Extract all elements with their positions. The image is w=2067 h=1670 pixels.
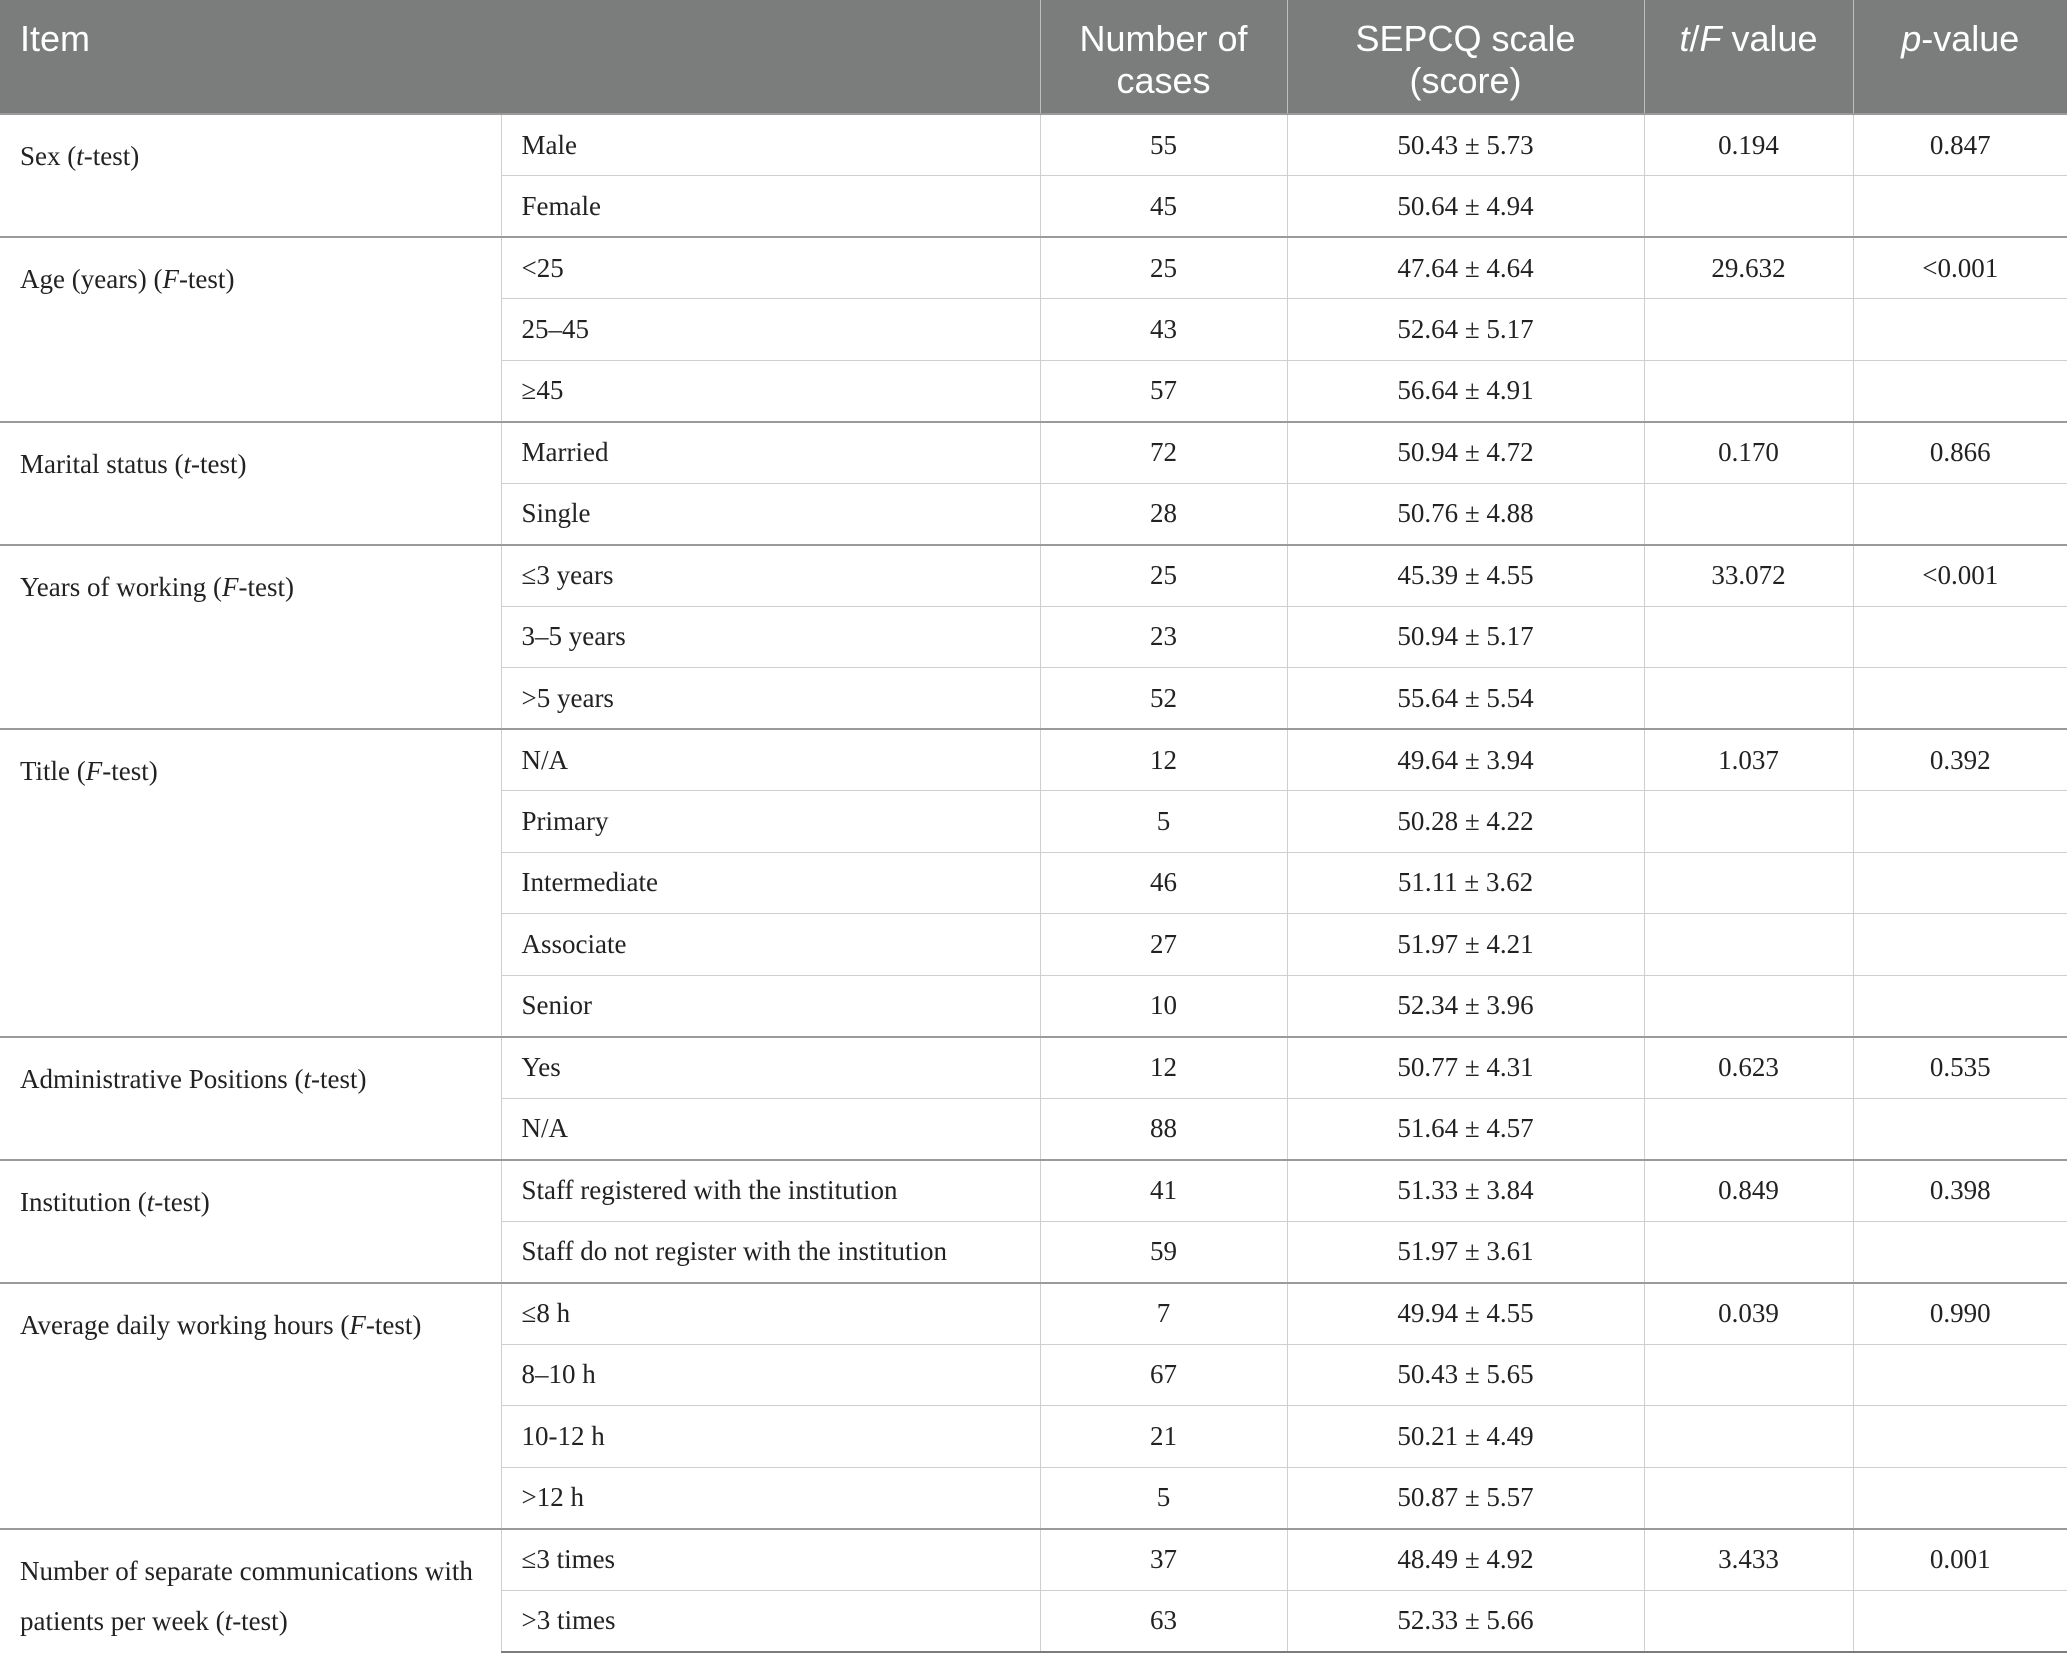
table-row bbox=[0, 1283, 2067, 1345]
header-tf-value bbox=[1644, 0, 1853, 114]
p-value-cell bbox=[1853, 852, 2067, 914]
score-cell: 50.21 ± 4.49 bbox=[1287, 1406, 1644, 1468]
category-cell: Married bbox=[501, 422, 1040, 484]
item-cell: Sex (t-test) bbox=[0, 114, 501, 237]
p-value-cell: <0.001 bbox=[1853, 237, 2067, 299]
category-cell: 25–45 bbox=[501, 299, 1040, 361]
score-cell: 45.39 ± 4.55 bbox=[1287, 545, 1644, 607]
test-suffix: -test bbox=[191, 448, 238, 479]
tf-value-cell: 0.623 bbox=[1644, 1037, 1853, 1099]
score-cell: 51.33 ± 3.84 bbox=[1287, 1160, 1644, 1222]
p-value-cell bbox=[1853, 1590, 2067, 1652]
item-label: Marital status bbox=[20, 448, 168, 479]
header-sepcq-scale: SEPCQ scale (score) bbox=[1287, 0, 1644, 114]
tf-value-cell bbox=[1644, 914, 1853, 976]
tf-value-cell bbox=[1644, 852, 1853, 914]
table-row bbox=[0, 237, 2067, 299]
test-letter: F bbox=[349, 1309, 366, 1340]
cases-cell: 52 bbox=[1040, 668, 1287, 730]
cases-cell: 10 bbox=[1040, 975, 1287, 1037]
item-cell: Age (years) (F-test) bbox=[0, 237, 501, 422]
cases-cell: 46 bbox=[1040, 852, 1287, 914]
tf-value-cell: 1.037 bbox=[1644, 729, 1853, 791]
p-value-cell: 0.535 bbox=[1853, 1037, 2067, 1099]
category-cell: N/A bbox=[501, 1098, 1040, 1160]
p-value-cell: 0.866 bbox=[1853, 422, 2067, 484]
item-cell: Title (F-test) bbox=[0, 729, 501, 1037]
tf-value-cell: 0.039 bbox=[1644, 1283, 1853, 1345]
score-cell: 51.97 ± 3.61 bbox=[1287, 1221, 1644, 1283]
category-cell: Senior bbox=[501, 975, 1040, 1037]
category-cell: Male bbox=[501, 114, 1040, 176]
cases-cell: 59 bbox=[1040, 1221, 1287, 1283]
tf-value-cell: 0.849 bbox=[1644, 1160, 1853, 1222]
cases-cell: 67 bbox=[1040, 1344, 1287, 1406]
tf-value-cell bbox=[1644, 1221, 1853, 1283]
cases-cell: 23 bbox=[1040, 606, 1287, 668]
category-cell: Yes bbox=[501, 1037, 1040, 1099]
table-row bbox=[0, 1529, 2067, 1591]
cases-cell: 45 bbox=[1040, 176, 1287, 238]
item-label: Institution bbox=[20, 1186, 132, 1217]
tf-slash: / bbox=[1689, 18, 1700, 59]
item-label: Years of working bbox=[20, 571, 207, 602]
cases-cell: 37 bbox=[1040, 1529, 1287, 1591]
p-letter: p bbox=[1901, 18, 1922, 59]
score-cell: 55.64 ± 5.54 bbox=[1287, 668, 1644, 730]
score-cell: 50.43 ± 5.73 bbox=[1287, 114, 1644, 176]
p-value-cell: 0.392 bbox=[1853, 729, 2067, 791]
category-cell: ≥45 bbox=[501, 360, 1040, 422]
category-cell: Female bbox=[501, 176, 1040, 238]
tf-value-cell bbox=[1644, 975, 1853, 1037]
tf-value-cell bbox=[1644, 1467, 1853, 1529]
test-letter: t bbox=[303, 1063, 312, 1094]
score-cell: 52.34 ± 3.96 bbox=[1287, 975, 1644, 1037]
test-letter: t bbox=[183, 448, 191, 479]
item-label: Sex bbox=[20, 141, 61, 171]
test-letter: t bbox=[146, 1186, 155, 1217]
score-cell: 50.94 ± 4.72 bbox=[1287, 422, 1644, 484]
test-suffix: -test bbox=[102, 756, 149, 786]
category-cell: 8–10 h bbox=[501, 1344, 1040, 1406]
category-cell: Single bbox=[501, 483, 1040, 545]
score-cell: 50.77 ± 4.31 bbox=[1287, 1037, 1644, 1099]
cases-cell: 72 bbox=[1040, 422, 1287, 484]
category-cell: <25 bbox=[501, 237, 1040, 299]
category-cell: Associate bbox=[501, 914, 1040, 976]
p-value-cell bbox=[1853, 606, 2067, 668]
cases-cell: 63 bbox=[1040, 1590, 1287, 1652]
table-row bbox=[0, 114, 2067, 176]
cases-cell: 43 bbox=[1040, 299, 1287, 361]
p-value-cell bbox=[1853, 360, 2067, 422]
p-value-cell bbox=[1853, 176, 2067, 238]
p-value-cell bbox=[1853, 299, 2067, 361]
p-value-cell bbox=[1853, 791, 2067, 853]
score-cell: 50.76 ± 4.88 bbox=[1287, 483, 1644, 545]
category-cell: >5 years bbox=[501, 668, 1040, 730]
score-cell: 50.87 ± 5.57 bbox=[1287, 1467, 1644, 1529]
cases-cell: 21 bbox=[1040, 1406, 1287, 1468]
tf-value-cell: 33.072 bbox=[1644, 545, 1853, 607]
test-suffix: -test bbox=[365, 1309, 413, 1340]
item-label: Title bbox=[20, 756, 71, 786]
header-item: Item bbox=[0, 0, 1040, 114]
item-cell: Marital status (t-test) bbox=[0, 422, 501, 545]
tf-value-cell bbox=[1644, 176, 1853, 238]
item-label: Average daily working hours bbox=[20, 1309, 334, 1340]
cases-cell: 57 bbox=[1040, 360, 1287, 422]
score-cell: 52.64 ± 5.17 bbox=[1287, 299, 1644, 361]
tf-value-cell bbox=[1644, 1344, 1853, 1406]
score-cell: 56.64 ± 4.91 bbox=[1287, 360, 1644, 422]
cases-cell: 25 bbox=[1040, 545, 1287, 607]
table-row bbox=[0, 422, 2067, 484]
cases-cell: 5 bbox=[1040, 1467, 1287, 1529]
tf-f-letter: F bbox=[1699, 18, 1722, 59]
test-suffix: -test bbox=[154, 1186, 201, 1217]
tf-value-cell bbox=[1644, 360, 1853, 422]
test-suffix: -test bbox=[232, 1605, 279, 1636]
score-cell: 50.64 ± 4.94 bbox=[1287, 176, 1644, 238]
cases-cell: 7 bbox=[1040, 1283, 1287, 1345]
test-suffix: -test bbox=[238, 571, 285, 602]
p-value-cell bbox=[1853, 483, 2067, 545]
p-value-label: -value bbox=[1921, 18, 2020, 59]
cases-cell: 12 bbox=[1040, 1037, 1287, 1099]
test-letter: t bbox=[76, 141, 84, 171]
category-cell: ≤8 h bbox=[501, 1283, 1040, 1345]
item-label: Number of separate communications with patients per week bbox=[20, 1555, 473, 1636]
header-p-value bbox=[1853, 0, 2067, 114]
p-value-cell bbox=[1853, 1221, 2067, 1283]
item-label: Age (years) bbox=[20, 264, 147, 294]
score-cell: 51.97 ± 4.21 bbox=[1287, 914, 1644, 976]
category-cell: Staff registered with the institution bbox=[501, 1160, 1040, 1222]
tf-value-cell: 29.632 bbox=[1644, 237, 1853, 299]
category-cell: >3 times bbox=[501, 1590, 1040, 1652]
p-value-cell bbox=[1853, 1344, 2067, 1406]
tf-value-cell: 0.194 bbox=[1644, 114, 1853, 176]
cases-cell: 88 bbox=[1040, 1098, 1287, 1160]
tf-value-cell bbox=[1644, 606, 1853, 668]
cases-cell: 27 bbox=[1040, 914, 1287, 976]
cases-cell: 41 bbox=[1040, 1160, 1287, 1222]
item-cell: Institution (t-test) bbox=[0, 1160, 501, 1283]
p-value-cell bbox=[1853, 1098, 2067, 1160]
score-cell: 50.94 ± 5.17 bbox=[1287, 606, 1644, 668]
score-cell: 47.64 ± 4.64 bbox=[1287, 237, 1644, 299]
score-cell: 51.11 ± 3.62 bbox=[1287, 852, 1644, 914]
p-value-cell bbox=[1853, 668, 2067, 730]
p-value-cell bbox=[1853, 1406, 2067, 1468]
score-cell: 49.64 ± 3.94 bbox=[1287, 729, 1644, 791]
score-cell: 50.43 ± 5.65 bbox=[1287, 1344, 1644, 1406]
category-cell: >12 h bbox=[501, 1467, 1040, 1529]
tf-value-label: value bbox=[1721, 18, 1818, 59]
score-cell: 51.64 ± 4.57 bbox=[1287, 1098, 1644, 1160]
score-cell: 50.28 ± 4.22 bbox=[1287, 791, 1644, 853]
item-cell: Years of working (F-test) bbox=[0, 545, 501, 730]
tf-value-cell bbox=[1644, 791, 1853, 853]
category-cell: Staff do not register with the institution bbox=[501, 1221, 1040, 1283]
p-value-cell bbox=[1853, 975, 2067, 1037]
cases-cell: 12 bbox=[1040, 729, 1287, 791]
test-suffix: -test bbox=[311, 1063, 358, 1094]
tf-value-cell bbox=[1644, 1590, 1853, 1652]
cases-cell: 28 bbox=[1040, 483, 1287, 545]
score-cell: 52.33 ± 5.66 bbox=[1287, 1590, 1644, 1652]
tf-value-cell bbox=[1644, 668, 1853, 730]
tf-value-cell bbox=[1644, 1406, 1853, 1468]
tf-value-cell: 3.433 bbox=[1644, 1529, 1853, 1591]
item-cell: Average daily working hours (F-test) bbox=[0, 1283, 501, 1529]
item-label: Administrative Positions bbox=[20, 1063, 288, 1094]
p-value-cell: 0.001 bbox=[1853, 1529, 2067, 1591]
test-letter: t bbox=[224, 1605, 233, 1636]
table-header bbox=[0, 0, 2067, 114]
p-value-cell bbox=[1853, 1467, 2067, 1529]
p-value-cell: <0.001 bbox=[1853, 545, 2067, 607]
cases-cell: 5 bbox=[1040, 791, 1287, 853]
score-cell: 49.94 ± 4.55 bbox=[1287, 1283, 1644, 1345]
header-number-of-cases: Number of cases bbox=[1040, 0, 1287, 114]
tf-t-letter: t bbox=[1679, 18, 1690, 59]
score-cell: 48.49 ± 4.92 bbox=[1287, 1529, 1644, 1591]
tf-value-cell: 0.170 bbox=[1644, 422, 1853, 484]
p-value-cell bbox=[1853, 914, 2067, 976]
test-suffix: -test bbox=[83, 141, 131, 171]
tf-value-cell bbox=[1644, 299, 1853, 361]
cases-cell: 25 bbox=[1040, 237, 1287, 299]
table-body bbox=[0, 114, 2067, 1652]
category-cell: Primary bbox=[501, 791, 1040, 853]
item-cell: Administrative Positions (t-test) bbox=[0, 1037, 501, 1160]
p-value-cell: 0.990 bbox=[1853, 1283, 2067, 1345]
category-cell: ≤3 years bbox=[501, 545, 1040, 607]
category-cell: 3–5 years bbox=[501, 606, 1040, 668]
table-row bbox=[0, 729, 2067, 791]
tf-value-cell bbox=[1644, 1098, 1853, 1160]
test-letter: F bbox=[222, 571, 239, 602]
p-value-cell: 0.398 bbox=[1853, 1160, 2067, 1222]
test-suffix: -test bbox=[178, 264, 226, 294]
cases-cell: 55 bbox=[1040, 114, 1287, 176]
category-cell: Intermediate bbox=[501, 852, 1040, 914]
table-row bbox=[0, 545, 2067, 607]
table-row bbox=[0, 1037, 2067, 1099]
category-cell: 10-12 h bbox=[501, 1406, 1040, 1468]
category-cell: ≤3 times bbox=[501, 1529, 1040, 1591]
item-cell: Number of separate communications with patients per week (t-test) bbox=[0, 1529, 501, 1652]
test-letter: F bbox=[85, 756, 103, 786]
p-value-cell: 0.847 bbox=[1853, 114, 2067, 176]
test-letter: F bbox=[162, 264, 179, 294]
category-cell: N/A bbox=[501, 729, 1040, 791]
tf-value-cell bbox=[1644, 483, 1853, 545]
table-row bbox=[0, 1160, 2067, 1222]
